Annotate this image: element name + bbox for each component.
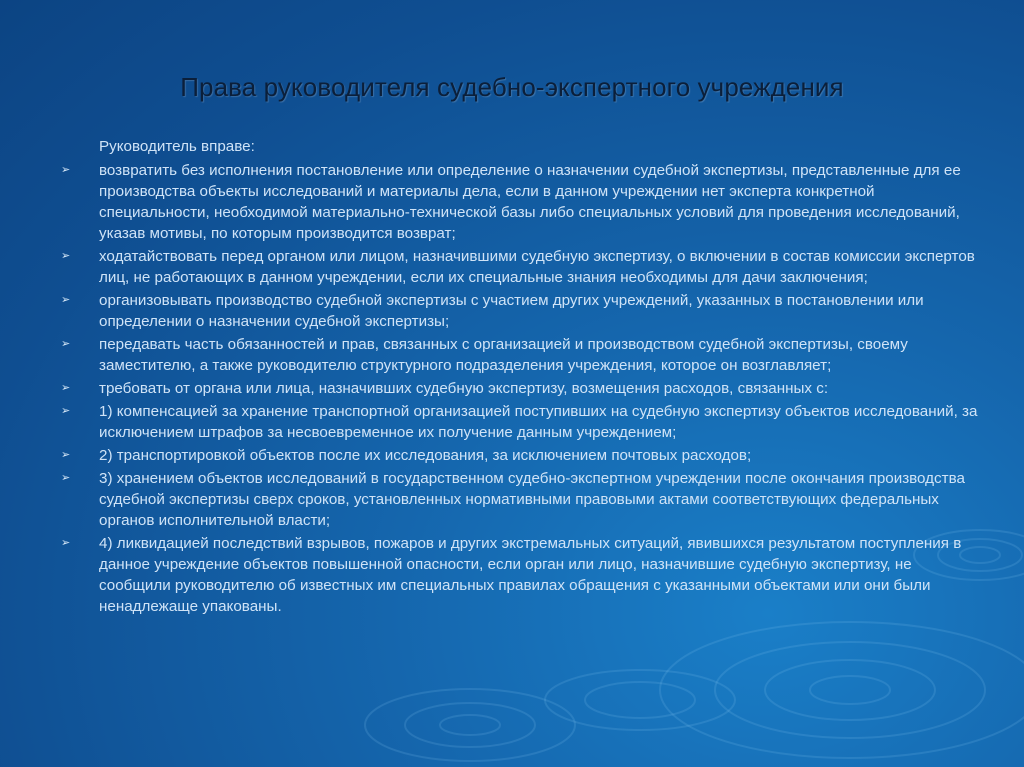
list-item bbox=[60, 401, 980, 443]
list-item-text: 1) компенсацией за хранение транспортной организацией поступивших на судебную экспертизу объектов исследований, за исключением штрафов за несвоевременное их получение данным учреждением; bbox=[99, 403, 978, 441]
list-item bbox=[60, 160, 980, 244]
arrow-bullet-icon: ➢ bbox=[61, 250, 71, 262]
rights-list bbox=[60, 160, 980, 617]
list-item-text: ходатайствовать перед органом или лицом, назначившими судебную экспертизу, о включении в состав комиссии экспертов лиц, не работающих в данном учреждении, если их специальные знания необходимы для дачи заключения; bbox=[99, 248, 975, 286]
list-item bbox=[60, 468, 980, 531]
list-item-text: организовывать производство судебной экспертизы с участием других учреждений, указанных в постановлении или определении о назначении судебной экспертизы; bbox=[99, 292, 924, 330]
list-item-text: требовать от органа или лица, назначивших судебную экспертизу, возмещения расходов, связанных с: bbox=[99, 380, 829, 397]
list-item-text: 2) транспортировкой объектов после их исследования, за исключением почтовых расходов; bbox=[99, 447, 752, 464]
arrow-bullet-icon: ➢ bbox=[61, 537, 71, 549]
list-item-text: 3) хранением объектов исследований в государственном судебно-экспертном учреждении после окончания производства судебной экспертизы сверх сроков, установленных нормативными правовыми актами соответствующих федеральных органов исполнительной власти; bbox=[99, 470, 965, 529]
list-item bbox=[60, 378, 980, 399]
intro-text: Руководитель вправе: bbox=[99, 138, 255, 155]
list-item bbox=[60, 246, 980, 288]
list-item bbox=[60, 533, 980, 617]
list-item bbox=[60, 334, 980, 376]
arrow-bullet-icon: ➢ bbox=[61, 338, 71, 350]
arrow-bullet-icon: ➢ bbox=[61, 164, 71, 176]
list-item-text: 4) ликвидацией последствий взрывов, пожаров и других экстремальных ситуаций, явившихся результатом поступления в данное учреждение объектов повышенной опасности, если орган или лицо, назначившие судебную экспертизу, не сообщили руководителю об известных им специальных правилах обращения с указанными объектами или они были ненадлежаще упакованы. bbox=[99, 535, 962, 615]
list-item bbox=[60, 445, 980, 466]
list-item bbox=[60, 290, 980, 332]
arrow-bullet-icon: ➢ bbox=[61, 472, 71, 484]
arrow-bullet-icon: ➢ bbox=[61, 449, 71, 461]
slide-title: Права руководителя судебно-экспертного учреждения bbox=[180, 72, 844, 102]
list-item-text: возвратить без исполнения постановление или определение о назначении судебной экспертизы, представленные для ее производства объекты исследований и материалы дела, если в данном учреждении нет эксперта конкретной специальности, необходимой материально-технической базы либо специальных условий для проведения исследований, указав мотивы, по которым производится возврат; bbox=[99, 162, 961, 242]
arrow-bullet-icon: ➢ bbox=[61, 405, 71, 417]
arrow-bullet-icon: ➢ bbox=[61, 382, 71, 394]
slide-content bbox=[60, 136, 980, 619]
list-item-text: передавать часть обязанностей и прав, связанных с организацией и производством судебной экспертизы, своему заместителю, а также руководителю структурного подразделения учреждения, которое он возглавляет; bbox=[99, 336, 908, 374]
arrow-bullet-icon: ➢ bbox=[61, 294, 71, 306]
